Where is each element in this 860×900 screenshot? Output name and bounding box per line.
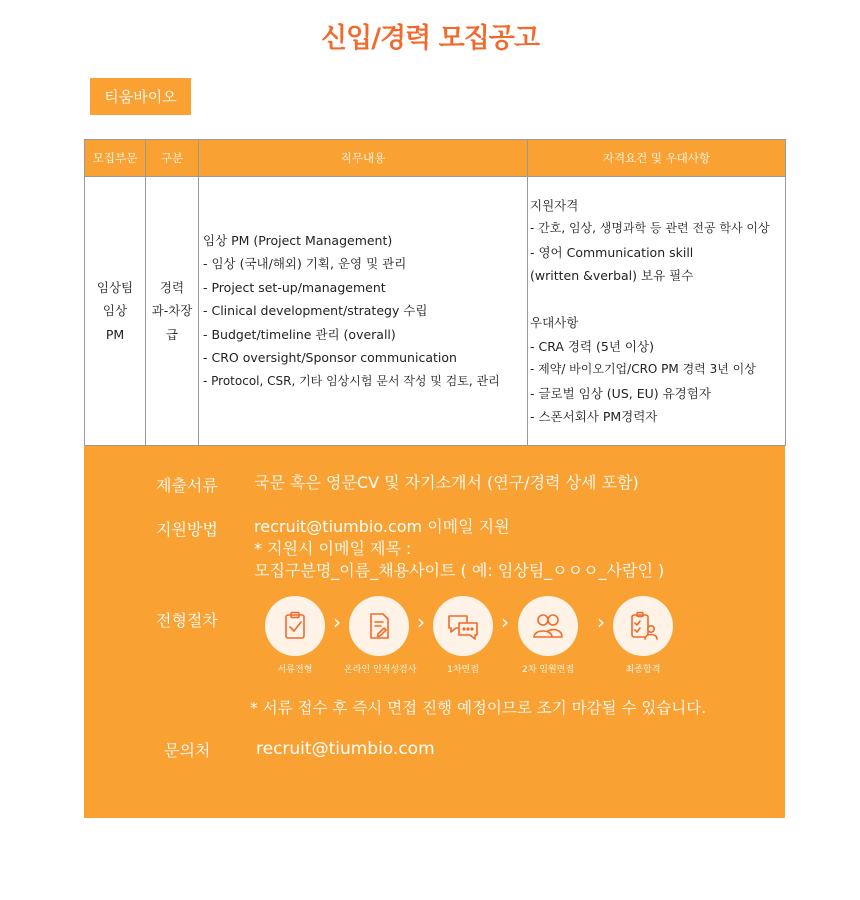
spacer [530,288,785,312]
process-step [428,596,498,675]
deadline-note: * 서류 접수 후 즉시 면접 진행 예정이므로 조기 마감될 수 있습니다. [250,699,707,717]
process-step-circle [433,596,493,656]
process-step [513,596,583,675]
process-step [608,596,678,675]
process-step-label: 2차 임원면접 [521,665,575,675]
process-step [344,596,417,675]
preferred-line: - CRA 경력 (5년 이상) [530,338,654,354]
process-label: 전형절차 [156,611,218,630]
apply-label: 지원방법 [156,520,218,539]
people-icon [530,609,566,643]
contact-label: 문의처 [164,741,211,760]
apply-line: recruit@tiumbio.com 이메일 지원 [254,517,510,536]
process-step-circle [349,596,409,656]
header-duties: 직무내용 [199,140,528,177]
chevron-right-icon: › [597,610,605,634]
docs-value: 국문 혹은 영문CV 및 자기소개서 (연구/경력 상세 포함) [254,473,639,492]
header-grade: 구분 [146,140,199,177]
process-step-label: 최종합격 [625,665,661,675]
preferred-line: - 글로벌 임상 (US, EU) 유경험자 [530,385,711,401]
duty-line: - CRO oversight/Sponsor communication [203,350,457,366]
chevron-right-icon: › [417,610,425,634]
duties-cell [199,177,528,446]
apply-value [254,516,664,582]
duty-line: 임상 PM (Project Management) [203,232,393,248]
requirement-line: (written &verbal) 보유 필수 [530,268,694,283]
company-badge: 티움바이오 [90,78,191,115]
preferred-line: - 제약/ 바이오기업/CRO PM 경력 3년 이상 [530,362,756,376]
duty-line: - Protocol, CSR, 기타 임상시험 문서 작성 및 검토, 관리 [203,373,500,388]
process-step-label: 1차면접 [447,665,479,675]
duty-line: - Project set-up/management [203,279,386,295]
recruitment-table [84,139,786,446]
dept-line: 임상팀 [96,279,134,295]
grade-line: 과-차장 [151,303,193,319]
grade-line: 경력 [159,279,185,295]
contact-value: recruit@tiumbio.com [256,739,435,759]
duty-line: - Budget/timeline 관리 (overall) [203,326,396,342]
application-info-panel [84,446,785,818]
process-step-circle [613,596,673,656]
checklist-person-icon [626,609,660,643]
clipboard-check-icon [278,609,312,643]
header-dept: 모집부문 [85,140,146,177]
requirement-line: - 간호, 임상, 생명과학 등 관련 전공 학사 이상 [530,221,770,235]
process-step-label: 서류전형 [277,665,313,675]
table-header-row [85,140,786,177]
apply-line: * 지원시 이메일 제목 : [254,539,412,558]
requirements-title: 지원자격 [530,197,579,213]
chat-bubbles-icon [445,609,481,643]
process-step-circle [265,596,325,656]
document-pen-icon [362,609,396,643]
apply-line: 모집구분명_이름_채용사이트 ( 예: 임상팀_ㅇㅇㅇ_사람인 ) [254,561,665,580]
duty-line: - 임상 (국내/해외) 기획, 운영 및 관리 [203,256,407,272]
chevron-right-icon: › [333,610,341,634]
header-qualifications: 자격요건 및 우대사항 [528,140,786,177]
grade-line: 급 [165,326,179,342]
process-step-circle [518,596,578,656]
preferred-line: - 스폰서회사 PM경력자 [530,409,658,424]
chevron-right-icon: › [501,610,509,634]
duty-line: - Clinical development/strategy 수립 [203,303,428,319]
page-title: 신입/경력 모집공고 [321,23,539,54]
requirement-line: - 영어 Communication skill [530,244,694,260]
grade-cell [146,177,199,446]
process-step-label: 온라인 인적성검사 [344,665,417,675]
table-row [85,177,786,446]
process-steps [260,596,680,676]
process-step [260,596,330,675]
qualifications-cell [528,177,786,446]
preferred-title: 우대사항 [530,315,579,330]
dept-line: PM [105,326,125,342]
docs-label: 제출서류 [156,476,218,495]
dept-line: 임상 [102,303,128,319]
dept-cell [85,177,146,446]
